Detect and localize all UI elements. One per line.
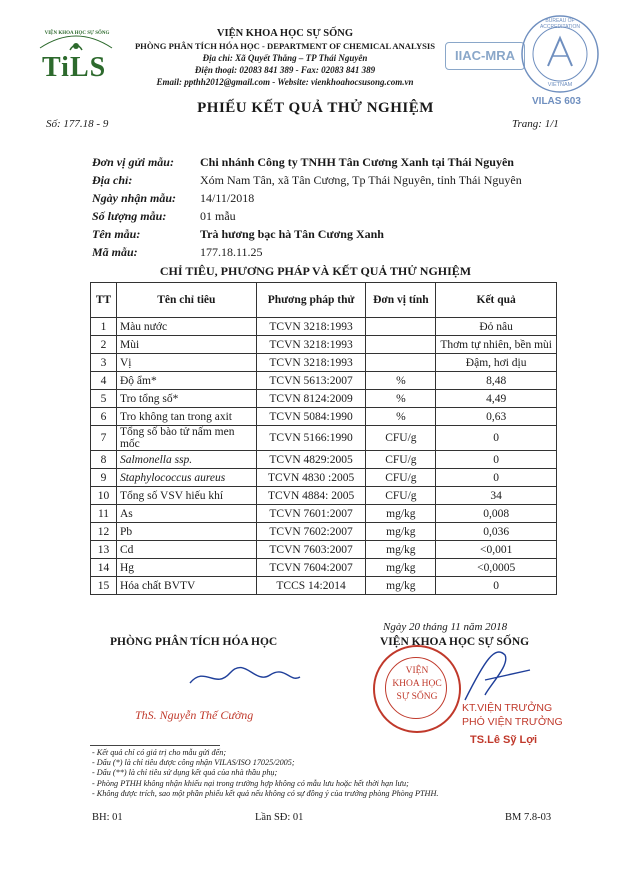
col-unit: Đơn vị tính — [366, 283, 436, 318]
row-unit: CFU/g — [366, 469, 436, 487]
header-email: Email: ppthh2012@gmail.com - Website: vienkhoahocsusong.com.vn — [156, 77, 414, 87]
notes — [92, 748, 572, 799]
name-value: Trà hương bạc hà Tân Cương Xanh — [200, 227, 384, 241]
left-sign-title: PHÒNG PHÂN TÍCH HÓA HỌC — [110, 636, 278, 648]
row-unit: mg/kg — [366, 577, 436, 595]
seal-ring-top: BUREAU OF ACCREDITATION — [539, 18, 581, 30]
table-row — [91, 523, 557, 541]
col-method: Phương pháp thử — [256, 283, 366, 318]
row-method: TCVN 5613:2007 — [256, 372, 366, 390]
table-row — [91, 426, 557, 451]
row-no: 2 — [91, 336, 117, 354]
stamp-line1: VIỆN — [405, 666, 429, 676]
col-param: Tên chỉ tiêu — [116, 283, 256, 318]
signature-scribble-icon — [185, 655, 305, 695]
stamp-line2: KHOA HỌC — [392, 679, 442, 689]
row-param: Tổng số VSV hiếu khí — [116, 487, 256, 505]
row-param: Mùi — [116, 336, 256, 354]
document-number: Số: 177.18 - 9 — [46, 118, 109, 130]
notes-divider — [90, 745, 220, 746]
date-value: 14/11/2018 — [200, 191, 255, 205]
row-unit: CFU/g — [366, 426, 436, 451]
row-result: 0,036 — [436, 523, 557, 541]
qty-value: 01 mẫu — [200, 209, 236, 223]
row-param: Hg — [116, 559, 256, 577]
note-item: - Dấu (*) là chỉ tiêu được công nhận VILAS/ISO 17025/2005; — [92, 758, 295, 768]
table-row — [91, 408, 557, 426]
date-label: Ngày nhận mẫu: — [92, 191, 177, 205]
row-result: Đỏ nâu — [436, 318, 557, 336]
table-row — [91, 487, 557, 505]
row-unit — [366, 336, 436, 354]
row-no: 14 — [91, 559, 117, 577]
signature-scribble-icon — [455, 640, 535, 710]
row-param: Staphylococcus aureus — [116, 469, 256, 487]
row-method: TCVN 5084:1990 — [256, 408, 366, 426]
row-unit: mg/kg — [366, 559, 436, 577]
institute-name: VIỆN KHOA HỌC SỰ SỐNG — [216, 28, 354, 39]
header-block — [120, 28, 450, 88]
table-row — [91, 390, 557, 408]
row-result: 0 — [436, 469, 557, 487]
table-row — [91, 336, 557, 354]
stamp-line3: SỰ SỐNG — [396, 692, 438, 702]
row-method: TCVN 4829:2005 — [256, 451, 366, 469]
page-number: Trang: 1/1 — [512, 118, 559, 130]
row-method: TCVN 3218:1993 — [256, 336, 366, 354]
date-line: Ngày 20 tháng 11 năm 2018 — [383, 621, 508, 633]
right-role2: PHÓ VIỆN TRƯỞNG — [462, 716, 563, 728]
official-stamp — [373, 645, 461, 733]
table-row — [91, 451, 557, 469]
row-param: Hóa chất BVTV — [116, 577, 256, 595]
code-label: Mã mẫu: — [92, 245, 138, 259]
row-result: <0,001 — [436, 541, 557, 559]
row-no: 10 — [91, 487, 117, 505]
row-no: 11 — [91, 505, 117, 523]
right-sign-name: TS.Lê Sỹ Lợi — [470, 734, 538, 746]
table-row — [91, 469, 557, 487]
row-result: 8,48 — [436, 372, 557, 390]
row-result: 4,49 — [436, 390, 557, 408]
results-table — [90, 282, 557, 595]
row-method: TCVN 3218:1993 — [256, 354, 366, 372]
row-method: TCVN 4830 :2005 — [256, 469, 366, 487]
department-name: PHÒNG PHÂN TÍCH HÓA HỌC - DEPARTMENT OF CHEMICAL ANALYSIS — [134, 41, 436, 51]
row-result: <0,0005 — [436, 559, 557, 577]
row-method: TCVN 7604:2007 — [256, 559, 366, 577]
row-unit: mg/kg — [366, 523, 436, 541]
row-param: Độ ẩm* — [116, 372, 256, 390]
row-no: 7 — [91, 426, 117, 451]
note-item: - Kết quả chỉ có giá trị cho mẫu gửi đến; — [92, 748, 227, 757]
row-result: Đậm, hơi dịu — [436, 354, 557, 372]
address-label: Địa chỉ: — [92, 173, 133, 187]
row-method: TCVN 8124:2009 — [256, 390, 366, 408]
row-param: Tổng số bào tử nấm men mốc — [116, 426, 256, 451]
address-value: Xóm Nam Tân, xã Tân Cương, Tp Thái Nguyên, tỉnh Thái Nguyên — [200, 173, 522, 187]
row-unit: mg/kg — [366, 505, 436, 523]
row-method: TCVN 7601:2007 — [256, 505, 366, 523]
row-no: 3 — [91, 354, 117, 372]
row-no: 8 — [91, 451, 117, 469]
row-result: 0 — [436, 577, 557, 595]
row-method: TCVN 5166:1990 — [256, 426, 366, 451]
row-param: Tro không tan trong axit — [116, 408, 256, 426]
footer-left: BH: 01 — [92, 812, 123, 823]
left-signature — [185, 655, 305, 700]
logo — [30, 26, 122, 86]
row-param: Vị — [116, 354, 256, 372]
logo-text: TiLS — [42, 52, 107, 83]
col-result: Kết quả — [436, 283, 557, 318]
right-role1: KT.VIỆN TRƯỞNG — [462, 702, 553, 714]
row-unit — [366, 318, 436, 336]
header-address: Địa chỉ: Xã Quyết Thắng – TP Thái Nguyên — [202, 53, 368, 63]
row-param: Salmonella ssp. — [116, 451, 256, 469]
table-row — [91, 372, 557, 390]
row-param: Pb — [116, 523, 256, 541]
table-row — [91, 559, 557, 577]
row-no: 4 — [91, 372, 117, 390]
sender-label: Đơn vị gửi mẫu: — [92, 155, 174, 169]
table-row — [91, 318, 557, 336]
col-no: TT — [91, 283, 117, 318]
note-item: - Phòng PTHH không nhận khiếu nại trong trường hợp không có mẫu lưu hoặc hết thời hạn lưu; — [92, 778, 409, 788]
row-unit: CFU/g — [366, 487, 436, 505]
table-row — [91, 505, 557, 523]
row-result: 0,008 — [436, 505, 557, 523]
row-unit: % — [366, 408, 436, 426]
vilas-label: VILAS 603 — [532, 96, 581, 107]
row-result: 0 — [436, 426, 557, 451]
row-unit — [366, 354, 436, 372]
qty-label: Số lượng mẫu: — [92, 209, 167, 223]
row-unit: % — [366, 372, 436, 390]
table-row — [91, 354, 557, 372]
seal-ring-bottom: VIETNAM — [547, 82, 573, 88]
table-heading: CHỈ TIÊU, PHƯƠNG PHÁP VÀ KẾT QUẢ THỬ NGHIỆM — [159, 264, 472, 278]
row-param: As — [116, 505, 256, 523]
row-result: 0 — [436, 451, 557, 469]
note-item: - Không được trích, sao một phần phiếu kết quả nếu không có sự đồng ý của trưởng phòng Phòng PTHH. — [92, 788, 439, 798]
row-no: 13 — [91, 541, 117, 559]
row-no: 1 — [91, 318, 117, 336]
row-no: 5 — [91, 390, 117, 408]
row-method: TCCS 14:2014 — [256, 577, 366, 595]
row-no: 12 — [91, 523, 117, 541]
row-result: 34 — [436, 487, 557, 505]
logo-top-text: VIỆN KHOA HỌC SỰ SỐNG — [44, 31, 110, 36]
row-method: TCVN 7602:2007 — [256, 523, 366, 541]
code-value: 177.18.11.25 — [200, 245, 263, 259]
left-sign-name: ThS. Nguyễn Thế Cường — [135, 708, 254, 722]
row-no: 15 — [91, 577, 117, 595]
row-param: Màu nước — [116, 318, 256, 336]
row-param: Tro tổng số* — [116, 390, 256, 408]
vilas-seal — [520, 14, 600, 94]
iac-mra-label: IIAC-MRA — [455, 48, 515, 63]
document-title: PHIẾU KẾT QUẢ THỬ NGHIỆM — [197, 100, 434, 116]
sender-value: Chi nhánh Công ty TNHH Tân Cương Xanh tại Thái Nguyên — [200, 155, 514, 169]
note-item: - Dấu (**) là chỉ tiêu sử dụng kết quả của nhà thầu phụ; — [92, 768, 278, 778]
header-phone: Điện thoại: 02083 841 389 - Fax: 02083 841 389 — [194, 65, 376, 75]
footer-right: BM 7.8-03 — [505, 812, 552, 823]
row-method: TCVN 7603:2007 — [256, 541, 366, 559]
right-sign-title: VIỆN KHOA HỌC SỰ SỐNG — [380, 636, 530, 648]
row-param: Cd — [116, 541, 256, 559]
row-unit: CFU/g — [366, 451, 436, 469]
row-unit: mg/kg — [366, 541, 436, 559]
row-unit: % — [366, 390, 436, 408]
row-result: 0,63 — [436, 408, 557, 426]
table-row — [91, 541, 557, 559]
row-method: TCVN 4884: 2005 — [256, 487, 366, 505]
iac-mra-mark — [445, 42, 525, 70]
row-method: TCVN 3218:1993 — [256, 318, 366, 336]
table-row — [91, 577, 557, 595]
row-no: 6 — [91, 408, 117, 426]
row-result: Thơm tự nhiên, bền mùi — [436, 336, 557, 354]
row-no: 9 — [91, 469, 117, 487]
footer-center: Lần SĐ: 01 — [255, 812, 304, 823]
name-label: Tên mẫu: — [92, 227, 141, 241]
table-header-row — [91, 283, 557, 318]
